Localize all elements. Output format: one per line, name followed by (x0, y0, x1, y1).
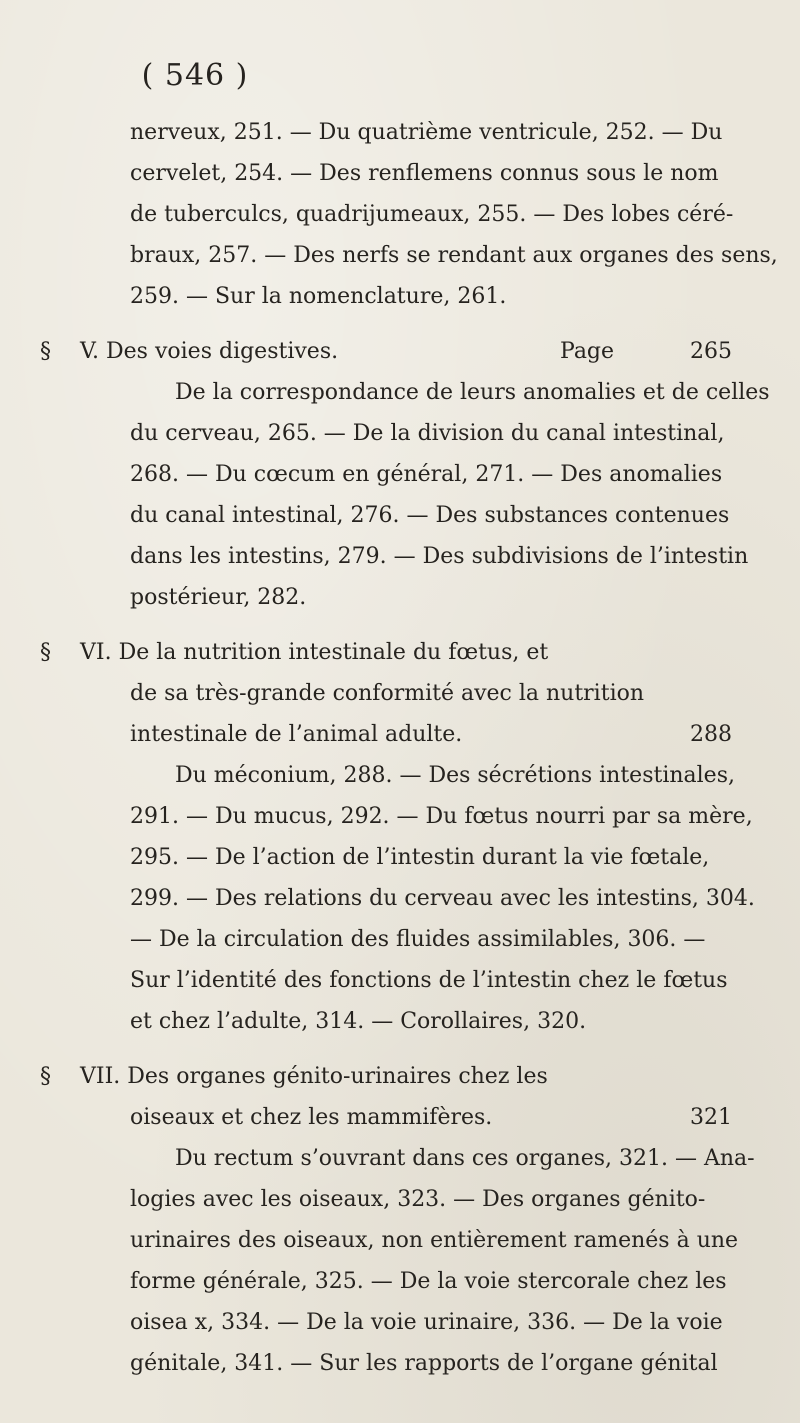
intro-line: nerveux, 251. — Du quatrième ventricule, 252. — Du (130, 120, 723, 145)
intro-line: de tuberculcs, quadrijumeaux, 255. — Des lobes céré- (130, 202, 734, 227)
section-v-body-line: du cerveau, 265. — De la division du canal intestinal, (130, 421, 725, 446)
section-v-body-line: postérieur, 282. (130, 585, 307, 610)
section-vii-body-line: logies avec les oiseaux, 323. — Des organes génito- (130, 1187, 706, 1212)
section-vii-body-line: génitale, 341. — Sur les rapports de l’organe génital (130, 1351, 718, 1376)
section-vi-body-line: — De la circulation des fluides assimilables, 306. — (130, 927, 706, 952)
section-v-title: V. Des voies digestives. (80, 339, 339, 364)
section-vii-body-line: oisea x, 334. — De la voie urinaire, 336. — De la voie (130, 1310, 723, 1335)
section-v-page-ref: 265 (690, 339, 732, 364)
section-vi-title: intestinale de l’animal adulte. (130, 722, 463, 747)
section-vii-mark: § (40, 1064, 51, 1089)
section-vi-body-line: Du méconium, 288. — Des sécrétions intestinales, (175, 763, 735, 788)
section-vii-title: oiseaux et chez les mammifères. (130, 1105, 493, 1130)
section-vi-title: de sa très-grande conformité avec la nutrition (130, 681, 645, 706)
section-vi-body-line: 295. — De l’action de l’intestin durant la vie fœtale, (130, 845, 710, 870)
section-v-body-line: du canal intestinal, 276. — Des substances contenues (130, 503, 730, 528)
section-v-body-line: De la correspondance de leurs anomalies et de celles (175, 380, 770, 405)
section-vi-mark: § (40, 640, 51, 665)
section-v-mark: § (40, 339, 51, 364)
section-vi-body-line: 299. — Des relations du cerveau avec les intestins, 304. (130, 886, 755, 911)
section-vi-body-line: et chez l’adulte, 314. — Corollaires, 320. (130, 1009, 587, 1034)
section-vii-page-ref: 321 (690, 1105, 732, 1130)
section-vii-title: VII. Des organes génito-urinaires chez les (80, 1064, 548, 1089)
section-vii-body-line: urinaires des oiseaux, non entièrement ramenés à une (130, 1228, 739, 1253)
section-v-page-label: Page (560, 339, 615, 364)
section-vii-body-line: Du rectum s’ouvrant dans ces organes, 321. — Ana- (175, 1146, 755, 1171)
intro-line: cervelet, 254. — Des renflemens connus sous le nom (130, 161, 719, 186)
section-vi-page-ref: 288 (690, 722, 732, 747)
intro-line: 259. — Sur la nomenclature, 261. (130, 284, 507, 309)
section-v-body-line: dans les intestins, 279. — Des subdivisions de l’intestin (130, 544, 749, 569)
page-number: ( 546 ) (141, 58, 249, 93)
section-vii-body-line: forme générale, 325. — De la voie stercorale chez les (130, 1269, 727, 1294)
intro-line: braux, 257. — Des nerfs se rendant aux organes des sens, (130, 243, 778, 268)
section-vi-title: VI. De la nutrition intestinale du fœtus, et (80, 640, 549, 665)
section-v-body-line: 268. — Du cœcum en général, 271. — Des anomalies (130, 462, 723, 487)
section-vi-body-line: Sur l’identité des fonctions de l’intestin chez le fœtus (130, 968, 728, 993)
section-vi-body-line: 291. — Du mucus, 292. — Du fœtus nourri par sa mère, (130, 804, 753, 829)
